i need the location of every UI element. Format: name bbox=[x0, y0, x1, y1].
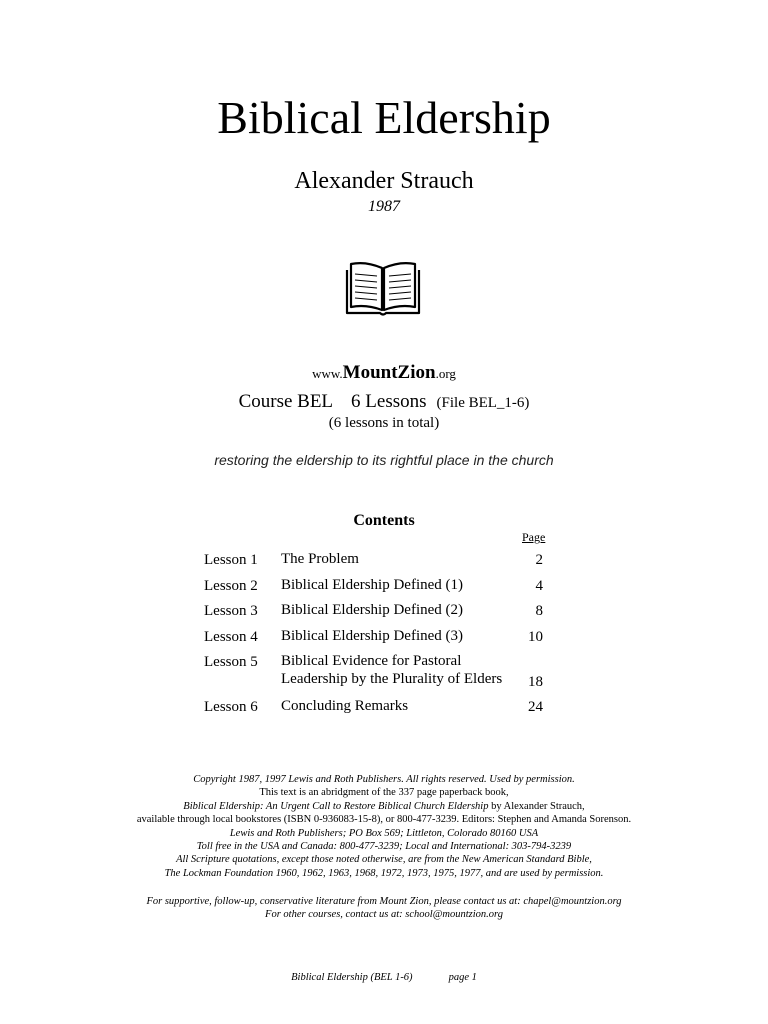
toc-page: 2 bbox=[535, 552, 543, 568]
toc-page: 10 bbox=[528, 628, 543, 645]
toc-page: 8 bbox=[535, 603, 543, 619]
book-full-title: Biblical Eldership: An Urgent Call to Restore Biblical Church Eldership bbox=[183, 800, 489, 812]
toc-title: Biblical Eldership Defined (1) bbox=[281, 576, 464, 593]
toc-lesson: Lesson 1 bbox=[204, 552, 258, 568]
site-brand: MountZion bbox=[342, 362, 436, 383]
toc-title: Biblical Eldership Defined (3) bbox=[281, 627, 464, 644]
toc-lesson: Lesson 6 bbox=[204, 699, 258, 715]
copyright-line: Toll free in the USA and Canada: 800-477-3239; Local and International: 303-794-3239 bbox=[196, 841, 572, 853]
contact-block bbox=[0, 895, 768, 922]
toc-title: The Problem bbox=[281, 551, 359, 567]
toc-page: 24 bbox=[528, 699, 543, 715]
site-prefix: www. bbox=[312, 366, 343, 381]
contents-heading: Contents bbox=[353, 512, 415, 529]
course-lessons: 6 Lessons bbox=[351, 391, 427, 412]
copyright-block bbox=[0, 773, 768, 880]
copyright-line: available through local bookstores (ISBN 0-936083-15-8), or 800-477-3239. Editors: Stephen and Amanda Sorenson. bbox=[136, 814, 632, 826]
contact-line: For supportive, follow-up, conservative literature from Mount Zion, please contact us at: chapel@mountzion.org bbox=[146, 896, 622, 907]
author-name: Alexander Strauch bbox=[294, 168, 474, 194]
toc-lesson: Lesson 5 bbox=[204, 654, 258, 670]
toc-row bbox=[204, 550, 549, 576]
footer-document: Biblical Eldership (BEL 1-6) bbox=[291, 972, 413, 983]
toc-lesson: Lesson 4 bbox=[204, 628, 258, 645]
page-footer bbox=[0, 972, 768, 983]
publication-year: 1987 bbox=[368, 198, 400, 215]
copyright-line: The Lockman Foundation 1960, 1962, 1963, 1968, 1972, 1973, 1975, 1977, and are used by permission. bbox=[164, 867, 604, 879]
contact-line: For other courses, contact us at: school@mountzion.org bbox=[265, 909, 503, 921]
toc-title: Biblical Eldership Defined (2) bbox=[281, 602, 464, 618]
toc-page: 4 bbox=[535, 577, 543, 594]
copyright-line: Lewis and Roth Publishers; PO Box 569; Littleton, Colorado 80160 USA bbox=[229, 827, 539, 839]
copyright-line: This text is an abridgment of the 337 page paperback book, bbox=[259, 787, 509, 799]
toc-title: Concluding Remarks bbox=[281, 698, 409, 714]
toc-lesson: Lesson 3 bbox=[204, 603, 258, 619]
book-author-credit: by Alexander Strauch, bbox=[488, 800, 585, 812]
toc-title: Biblical Evidence for Pastoral Leadership by the Plurality of Elders bbox=[281, 653, 503, 687]
copyright-line: Copyright 1987, 1997 Lewis and Roth Publishers. All rights reserved. Used by permission. bbox=[193, 774, 575, 785]
document-title: Biblical Eldership bbox=[217, 92, 551, 143]
website-address bbox=[0, 360, 768, 387]
footer-page-number: page 1 bbox=[448, 972, 477, 983]
toc-row bbox=[204, 697, 549, 723]
page-column-header: Page bbox=[522, 530, 546, 544]
site-suffix: .org bbox=[435, 366, 456, 381]
course-note: (6 lessons in total) bbox=[328, 415, 440, 431]
tagline: restoring the eldership to its rightful place in the church bbox=[214, 452, 554, 468]
toc-page: 18 bbox=[528, 674, 543, 690]
toc-row bbox=[204, 627, 549, 653]
toc-row bbox=[204, 652, 549, 697]
course-code: Course BEL bbox=[238, 391, 334, 412]
copyright-line: All Scripture quotations, except those noted otherwise, are from the New American Standard Bible, bbox=[176, 854, 592, 866]
copyright-line bbox=[0, 800, 768, 813]
toc-row bbox=[204, 601, 549, 627]
course-file: (File BEL_1-6) bbox=[436, 395, 530, 411]
table-of-contents bbox=[204, 550, 549, 723]
open-book-icon bbox=[344, 260, 422, 318]
toc-row bbox=[204, 576, 549, 602]
toc-lesson: Lesson 2 bbox=[204, 577, 258, 594]
